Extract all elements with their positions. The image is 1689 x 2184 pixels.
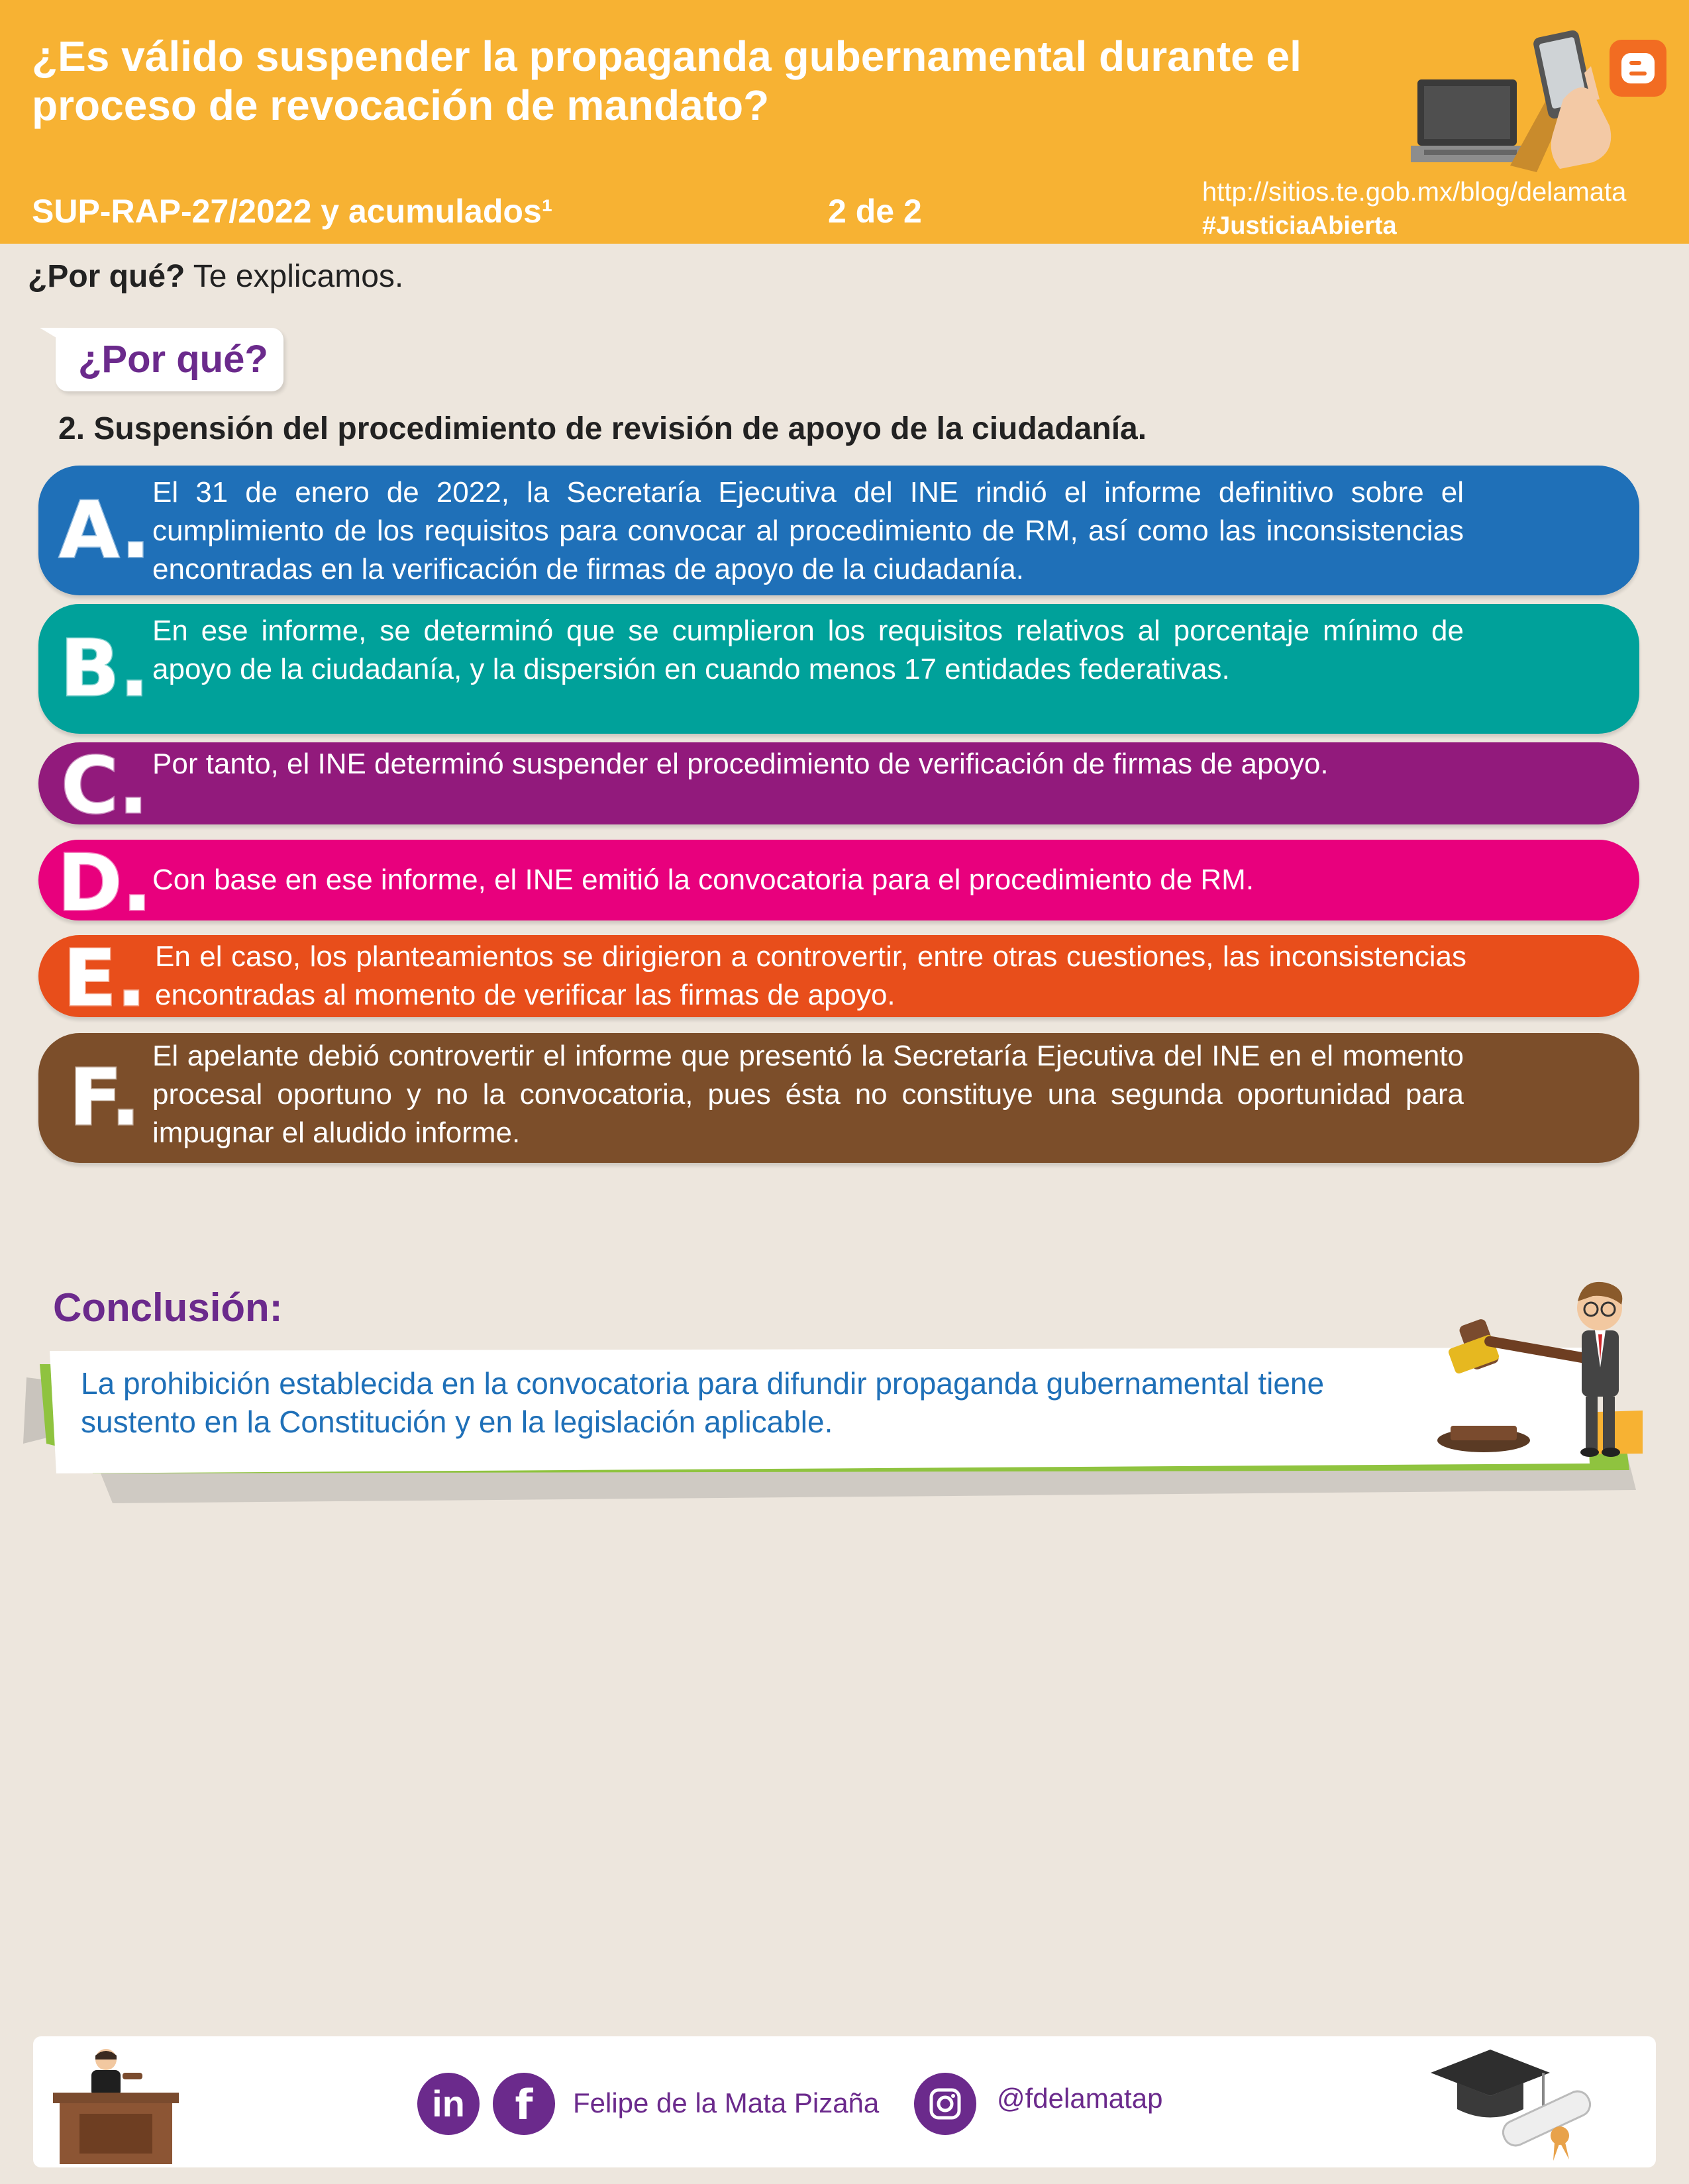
instagram-handle: @fdelamatap [997, 2083, 1163, 2114]
facebook-icon[interactable]: f [493, 2073, 555, 2135]
item-letter: F. [68, 1052, 141, 1143]
laptop-phone-illustration [1411, 26, 1629, 179]
item-letter: E. [63, 932, 146, 1024]
item-c [38, 740, 1639, 831]
linkedin-icon[interactable]: in [417, 2073, 480, 2135]
blog-url-link[interactable]: http://sitios.te.gob.mx/blog/delamata [1202, 177, 1627, 207]
item-text: Por tanto, el INE determinó suspender el procedimiento de verificación de firmas de apoyo. [152, 748, 1329, 780]
judge-gavel-illustration [1424, 1275, 1649, 1467]
why-badge [56, 328, 283, 391]
page-title: ¿Es válido suspender la propaganda gubernamental durante el proceso de revocación de mandato? [32, 32, 1302, 129]
hashtag: #JusticiaAbierta [1202, 212, 1397, 240]
item-text: En ese informe, se determinó que se cumplieron los requisitos relativos al porcentaje mínimo de apoyo de la ciudadanía, y la dispersión en cuando menos 17 entidades federativas. [152, 615, 1464, 685]
intro-bold: ¿Por qué? [28, 259, 185, 294]
blogger-icon[interactable] [1610, 40, 1666, 97]
item-letter: B. [60, 622, 150, 714]
section-heading: 2. Suspensión del procedimiento de revisión de apoyo de la ciudadanía. [58, 411, 1147, 446]
item-e [38, 932, 1639, 1024]
item-text: En el caso, los planteamientos se dirigieron a controvertir, entre otras cuestiones, las inconsistencias encontradas al momento de verificar las firmas de apoyo. [155, 940, 1466, 1011]
conclusion-title: Conclusión: [53, 1285, 283, 1330]
item-a [38, 466, 1639, 595]
graduation-cap-diploma-illustration [1427, 2043, 1600, 2162]
item-text: El apelante debió controvertir el informe que presentó la Secretaría Ejecutiva del INE en el momento procesal oportuno y no la convocatoria, pues ésta no constituye una segunda oportunidad para impugnar el aludido informe. [152, 1040, 1464, 1149]
judge-podium-illustration [53, 2046, 179, 2164]
item-d [38, 837, 1639, 928]
item-letter: C. [61, 740, 148, 831]
item-text: Con base en ese informe, el INE emitió la convocatoria para el procedimiento de RM. [152, 864, 1254, 896]
conclusion-text: La prohibición establecida en la convocatoria para difundir propaganda gubernamental tiene sustento en la Constitución y en la legislación aplicable. [81, 1366, 1325, 1439]
author-name: Felipe de la Mata Pizaña [573, 2087, 880, 2118]
item-b [38, 604, 1639, 734]
instagram-icon[interactable] [914, 2073, 976, 2135]
item-text: El 31 de enero de 2022, la Secretaría Ejecutiva del INE rindió el informe definitivo sobre el cumplimiento de los requisitos para convocar al procedimiento de RM, así como las inconsistencias encontradas en la verificación de firmas de apoyo de la ciudadanía. [152, 476, 1464, 585]
page-number: 2 de 2 [828, 193, 922, 230]
item-letter: A. [58, 484, 151, 575]
item-f [38, 1033, 1639, 1163]
intro-rest: Te explicamos. [185, 259, 404, 294]
item-letter: D. [57, 837, 152, 928]
intro-line [28, 258, 403, 295]
case-reference: SUP-RAP-27/2022 y acumulados¹ [32, 193, 553, 230]
why-badge-label: ¿Por qué? [78, 338, 268, 381]
